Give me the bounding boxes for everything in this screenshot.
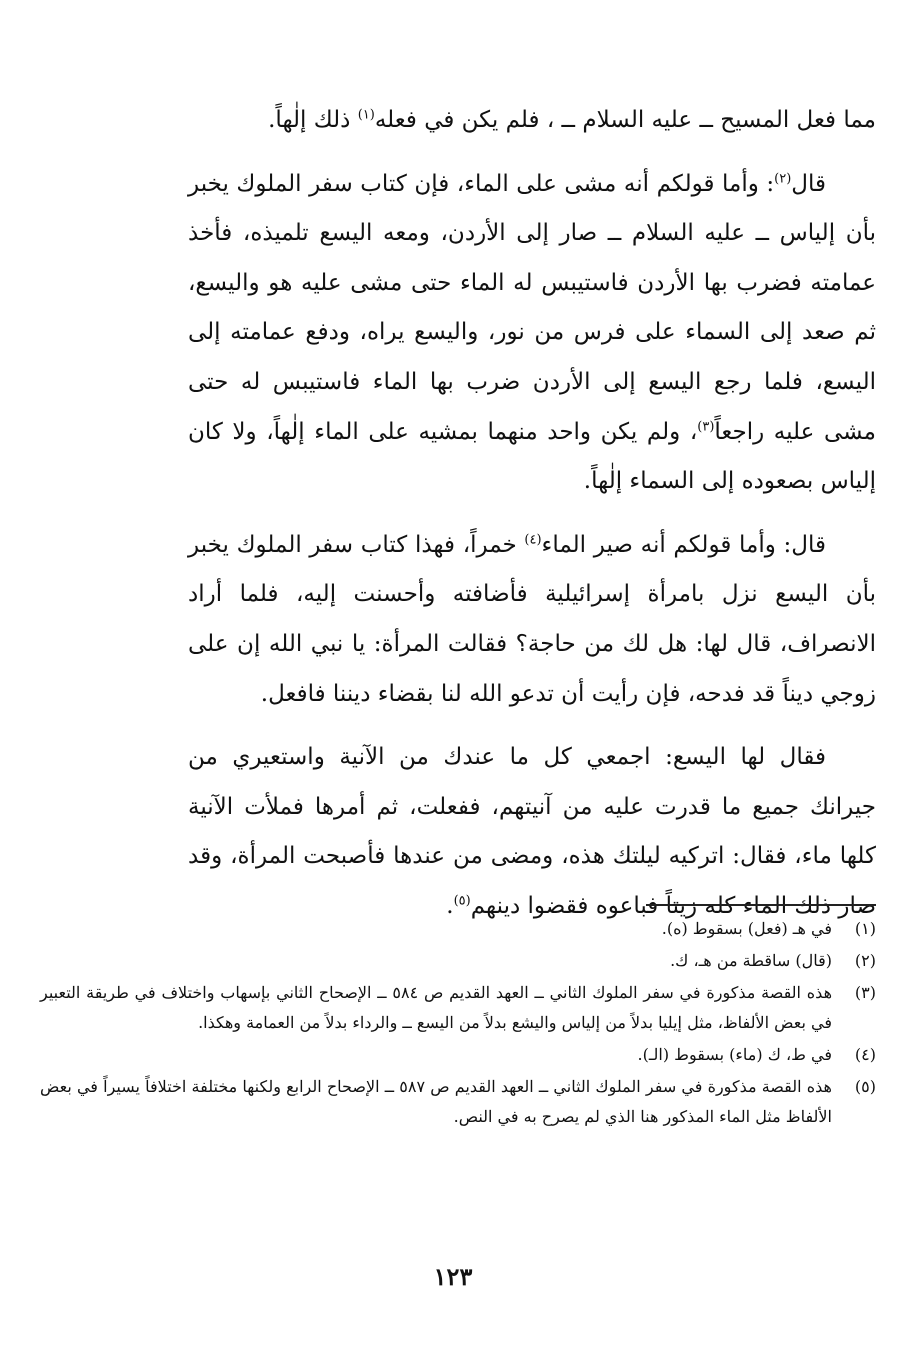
footnote-ref-5: (٥) [453,893,471,909]
paragraph-4-text-b: . [446,892,454,919]
paragraph-3 [188,521,876,719]
footnote-4 [40,1040,876,1070]
footnote-text: في ط، ك (ماء) بسقوط (الـ). [637,1045,832,1064]
footnotes [40,914,876,1134]
paragraph-4 [188,733,876,931]
footnote-ref-1: (١) [357,107,375,123]
footnote-number: (٣) [854,983,876,1002]
footnote-text: في هـ (فعل) بسقوط (ه). [661,919,832,938]
main-text [188,96,876,946]
footnote-2 [40,946,876,976]
paragraph-3-text-a: قال: وأما قولكم أنه صير الماء [541,531,826,558]
footnote-text: هذه القصة مذكورة في سفر الملوك الثاني ــ العهد القديم ص ٥٨٤ ــ الإصحاح الثاني بإسهاب واختلاف في طريقة التعبير في بعض الألفاظ، مثل إيليا بدلاً من إلياس واليشع بدلاً من اليسع ــ والرداء بدلاً من العمامة وهكذا. [40,983,833,1032]
footnote-ref-4: (٤) [524,532,542,548]
footnote-separator [646,904,876,906]
paragraph-1 [188,96,876,146]
paragraph-2-text-b: : وأما قولكم أنه مشى على الماء، فإن كتاب سفر الملوك يخبر بأن إلياس ــ عليه السلام ــ صار إلى الأردن، ومعه اليسع تلميذه، فأخذ عمامته فضرب بها الأردن فاستيبس له الماء حتى مشى عليه هو واليسع، ثم صعد إلى السماء على فرس من نور، واليسع يراه، ودفع عمامته إلى اليسع، فلما رجع اليسع إلى الأردن ضرب بها الماء فاستيبس له حتى مشى عليه راجعاً [188,170,876,445]
paragraph-2-text-c: ، ولم يكن واحد منهما بمشيه على الماء إلٰهاً، ولا كان إلياس بصعوده إلى السماء إلٰهاً. [188,418,876,495]
footnote-number: (٤) [854,1045,876,1064]
footnote-number: (٢) [854,951,876,970]
footnote-ref-3: (٣) [697,418,715,434]
footnote-text: هذه القصة مذكورة في سفر الملوك الثاني ــ العهد القديم ص ٥٨٧ ــ الإصحاح الرابع ولكنها مختلفة اختلافاً يسيراً في بعض الألفاظ مثل الماء المذكور هنا الذي لم يصرح به في النص. [40,1077,832,1126]
footnote-1 [40,914,876,944]
footnote-text: (قال) ساقطة من هـ، ك. [670,951,832,970]
paragraph-4-text-a: فقال لها اليسع: اجمعي كل ما عندك من الآنية واستعيري من جيرانك جميع ما قدرت عليه من آنيتهم، ففعلت، ثم أمرها فملأت الآنية كلها ماء، فقال: اتركيه ليلتك هذه، ومضى من عندها فأصبحت المرأة، وقد صار ذلك الماء كله زيتاً فباعوه فقضوا دينهم [188,744,876,919]
paragraph-1-text-a: مما فعل المسيح ــ عليه السلام ــ ، فلم يكن في فعله [374,107,876,133]
paragraph-2 [188,160,876,507]
page-number: ١٢٣ [433,1262,473,1291]
paragraph-3-text-b: خمراً، فهذا كتاب سفر الملوك يخبر بأن اليسع نزل بامرأة إسرائيلية فأضافته وأحسنت إليه، فلما أراد الانصراف، قال لها: هل لك من حاجة؟ فقالت المرأة: يا نبي الله إن على زوجي ديناً قد فدحه، فإن رأيت أن تدعو الله لنا بقضاء ديننا فافعل. [188,531,876,707]
paragraph-2-text-a: قال [791,170,826,197]
footnote-3 [40,978,876,1038]
footnote-ref-2: (٢) [774,170,792,186]
paragraph-1-text-b: ذلك إلٰهاً. [268,107,358,133]
footnote-number: (١) [854,919,876,938]
footnote-number: (٥) [854,1077,876,1096]
footnote-5 [40,1072,876,1132]
